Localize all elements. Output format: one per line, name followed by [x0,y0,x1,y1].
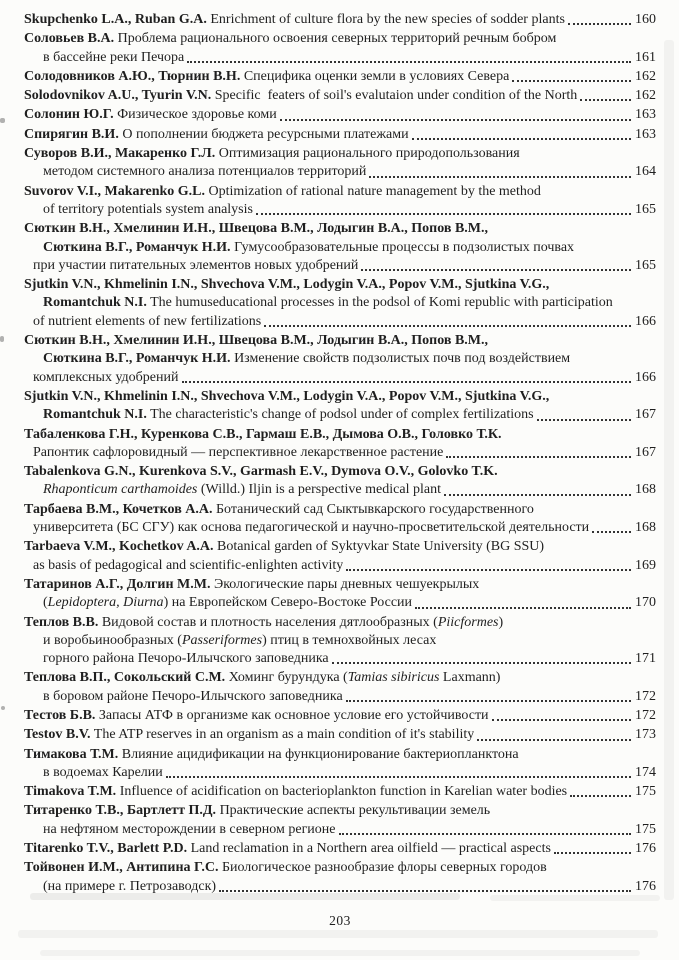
entry-page-number: 165 [635,201,656,217]
entry-page-number: 165 [635,257,656,273]
toc-line [24,426,656,444]
entry-text-continued [43,294,613,312]
entry-title-text: as basis of pedagogical and scientific-enlighten activity [33,557,344,573]
entry-title-text: горного района Печоро-Илычского заповедника [43,651,329,667]
entry-title-text: Видовой состав и плотность населения дятлообразных ( [98,614,438,630]
entry-title-text: Enrichment of culture flora by the new species of sodder plants [206,12,565,27]
entry-page-number: 160 [635,12,656,27]
entry-authors: Testov B.V. [24,727,91,743]
toc-entry [24,707,656,725]
entry-title-text: The characteristic's change of podsol under of complex fertilizations [146,407,534,423]
dot-leader [346,700,631,702]
toc-line [24,126,656,144]
entry-text [24,463,498,481]
entry-text-continued [43,350,570,368]
entry-text [24,669,500,687]
entry-page-number: 167 [635,407,656,423]
dot-leader [477,739,631,741]
entry-text [24,276,549,294]
toc-entry [24,614,656,669]
entry-page-number: 163 [635,107,656,123]
entry-title-text: Land reclamation in a Northern area oilfield — practical aspects [187,841,551,857]
entry-title-text: университета (БС СГУ) как основа педагогической и научно-просветительской деятельности [33,520,590,536]
entry-title-text: Botanical garden of Syktyvkar State University (BG SSU) [213,539,545,555]
toc-line [24,557,656,575]
entry-text [24,840,551,858]
entry-page-number: 171 [635,651,656,667]
entry-title-text: Биологическое разнообразие флоры северных городов [218,860,547,876]
entry-title-text: Рапонтик сафлоровидный — перспективное лекарственное растение [33,444,444,460]
entry-authors: Солонин Ю.Г. [24,107,114,123]
toc-entry [24,426,656,463]
entry-text [24,87,577,105]
entry-text [24,30,556,48]
toc-line [24,49,656,67]
entry-page-number: 166 [635,313,656,329]
toc-line [24,406,656,424]
toc-line [24,726,656,744]
dot-leader [580,99,631,101]
entry-title-latin-name: Piicformes [437,614,499,630]
entry-title-text: Ботанический сад Сыктывкарского государственного [212,501,534,517]
entry-title-text: при участии питательных элементов новых удобрений [33,257,359,273]
entry-authors: Sjutkin V.N., Khmelinin I.N., Shvechova V.M., Lodygin V.A., Popov V.M., Sjutkina V.G., [24,388,550,404]
entry-authors: Соловьев В.А. [24,31,115,47]
scan-artifact [18,930,658,938]
footer-page-number: 203 [329,912,351,928]
entry-title-text: Практические аспекты рекультивации земель [216,803,491,819]
toc-line [24,332,656,350]
entry-authors: Сюткин В.Н., Хмелинин И.Н., Швецова В.М., Лодыгин В.А., Попов В.М., [24,221,489,237]
toc-entry [24,783,656,801]
entry-title-text: Запасы АТФ в организме как основное условие его устойчивости [95,707,489,723]
toc-line [24,501,656,519]
entry-text [24,106,277,124]
toc-list [24,11,656,896]
toc-entry [24,859,656,896]
dot-leader [166,776,631,778]
toc-line [24,650,656,668]
toc-entry [24,220,656,275]
entry-authors: Сюткина В.Г., Романчук Н.И. [43,351,231,367]
toc-line [24,87,656,105]
entry-authors: Сюткин В.Н., Хмелинин И.Н., Швецова В.М., Лодыгин В.А., Попов В.М., [24,333,489,349]
entry-title-text: в бассейне реки Печора [43,49,185,65]
dot-leader [554,852,631,854]
toc-entry [24,332,656,387]
dot-leader [446,456,631,458]
toc-line [24,764,656,782]
entry-authors: Timakova T.M. [24,784,117,800]
entry-text [24,501,534,519]
toc-entry [24,106,656,124]
entry-title-text: Проблема рационального освоения северных территорий речным бобром [114,31,557,47]
entry-page-number: 163 [635,126,656,142]
entry-text-continued [43,201,253,219]
entry-title-text: О пополнении бюджета ресурсными платежами [118,126,409,142]
entry-page-number: 174 [635,764,656,780]
toc-line [24,840,656,858]
dot-leader [568,23,631,25]
dot-leader [592,531,631,533]
entry-authors: Спирягин В.И. [24,126,119,142]
entry-text [24,726,474,744]
toc-line [24,576,656,594]
entry-page-number: 176 [635,841,656,857]
entry-text-continued [43,49,184,67]
entry-title-text: Specific featers of soil's evalutaion under condition of the North [211,88,578,104]
entry-authors: Табаленкова Г.Н., Куренкова С.В., Гармаш Е.В., Дымова О.В., Головко Т.К. [24,426,502,442]
entry-text-continued [33,369,179,387]
entry-text-continued [43,406,534,424]
toc-entry [24,501,656,538]
entry-title-text: комплексных удобрений [33,369,179,385]
toc-entry [24,11,656,29]
page-footer [24,913,656,929]
entry-page-number: 166 [635,369,656,385]
toc-line [24,239,656,257]
toc-entry [24,183,656,220]
dot-leader [182,381,632,383]
toc-entry [24,145,656,182]
toc-line [24,313,656,331]
entry-text [24,68,509,86]
dot-leader [332,662,631,664]
entry-title-text: в водоемах Карелии [43,764,163,780]
dot-leader [219,890,631,892]
entry-text-continued [43,650,329,668]
toc-entry [24,68,656,86]
entry-text [24,183,541,201]
toc-line [24,859,656,877]
toc-line [24,614,656,632]
entry-text [24,576,479,594]
toc-line [24,481,656,499]
entry-text [24,783,567,801]
entry-page-number: 168 [635,482,656,498]
entry-title-text: Специфика оценки земли в условиях Севера [240,68,510,84]
entry-authors: Суворов В.И., Макаренко Г.Л. [24,146,216,162]
entry-authors: Татаринов А.Г., Долгин М.М. [24,576,211,592]
entry-page-number: 172 [635,707,656,723]
entry-authors: Suvorov V.I., Makarenko G.L. [24,183,206,199]
toc-line [24,369,656,387]
entry-title-text: в боровом районе Печоро-Илычского заповедника [43,688,343,704]
entry-page-number: 173 [635,727,656,743]
entry-page-number: 162 [635,88,656,104]
dot-leader [570,795,631,797]
entry-text [24,126,409,144]
entry-authors: Титаренко Т.В., Бартлетт П.Д. [24,803,217,819]
toc-line [24,257,656,275]
toc-line [24,220,656,238]
toc-entry [24,669,656,706]
entry-page-number: 175 [635,784,656,800]
toc-entry [24,388,656,425]
entry-text [24,332,488,350]
entry-title-text: ) на Европейском Северо-Востоке России [163,595,413,611]
entry-authors: Tabalenkova G.N., Kurenkova S.V., Garmash E.V., Dymova O.V., Golovko T.K. [24,464,498,480]
entry-title-latin-name: Tamias sibiricus [347,670,440,686]
entry-authors: Тестов Б.В. [24,707,96,723]
entry-title-text: (на примере г. Петрозаводск) [43,878,217,894]
toc-line [24,519,656,537]
entry-text-continued [33,557,343,575]
toc-entry [24,87,656,105]
toc-line [24,538,656,556]
dot-leader [412,138,631,140]
entry-text-continued [43,594,412,612]
entry-title-text: of nutrient elements of new fertilizations [33,313,262,329]
entry-title-latin-name: Rhaponticum carthamoides [43,482,198,498]
entry-title-text: ) [498,614,504,630]
entry-authors: Solodovnikov A.U., Tyurin V.N. [24,88,212,104]
dot-leader [346,569,631,571]
entry-authors: Romantchuk N.I. [43,407,147,423]
entry-title-text: Laxmann) [439,670,501,686]
entry-text [24,707,489,725]
entry-title-latin-name: Lepidoptera, Diurna [47,595,164,611]
entry-title-latin-name: Passeriformes [181,632,263,648]
toc-entry [24,538,656,575]
entry-authors: Tarbaeva V.M., Kochetkov A.A. [24,539,214,555]
entry-text-continued [43,821,336,839]
toc-line [24,669,656,687]
toc-line [24,444,656,462]
toc-entry [24,576,656,613]
entry-text-continued [43,764,163,782]
entry-authors: Тойвонен И.М., Антипина Г.С. [24,860,219,876]
entry-title-text: Оптимизация рационального природопользования [215,146,520,162]
toc-entry [24,726,656,744]
entry-authors: Сюткина В.Г., Романчук Н.И. [43,239,231,255]
toc-line [24,463,656,481]
entry-text [24,802,490,820]
toc-entry [24,30,656,67]
entry-title-text: ( [43,595,48,611]
entry-title-text: ) птиц в темнохвойных лесах [262,632,437,648]
dot-leader [415,607,631,609]
entry-text-continued [43,688,343,706]
toc-line [24,388,656,406]
entry-text [24,388,549,406]
toc-line [24,106,656,124]
toc-line [24,30,656,48]
dot-leader [339,833,631,835]
toc-line [24,11,656,29]
toc-entry [24,276,656,331]
toc-line [24,163,656,181]
entry-authors: Sjutkin V.N., Khmelinin I.N., Shvechova V.M., Lodygin V.A., Popov V.M., Sjutkina V.G., [24,277,550,293]
entry-text-continued [43,163,366,181]
entry-page-number: 168 [635,520,656,536]
entry-text [24,11,565,29]
entry-text-continued [33,444,443,462]
entry-title-text: Influence of acidification on bacterioplankton function in Karelian water bodies [116,784,568,800]
toc-line [24,707,656,725]
entry-title-text: The humuseducational processes in the podsol of Komi republic with participation [146,295,613,311]
entry-page-number: 176 [635,878,656,894]
entry-authors: Теплова В.П., Сокольский С.М. [24,670,226,686]
dot-leader [361,269,631,271]
entry-title-text: Изменение свойств подзолистых почв под воздействием [230,351,571,367]
dot-leader [369,176,631,178]
entry-title-text: методом системного анализа потенциалов территорий [43,164,367,180]
toc-line [24,68,656,86]
toc-line [24,802,656,820]
entry-text [24,145,520,163]
entry-title-text: на нефтяном месторождении в северном регионе [43,821,336,837]
entry-page-number: 170 [635,595,656,611]
toc-line [24,276,656,294]
entry-text-continued [43,481,441,499]
toc-entry [24,126,656,144]
toc-line [24,821,656,839]
dot-leader [187,61,631,63]
entry-text [24,220,488,238]
entry-title-text: Физическое здоровье коми [113,107,277,123]
entry-page-number: 169 [635,557,656,573]
entry-text [24,538,544,556]
entry-authors: Skupchenko L.A., Ruban G.A. [24,12,207,27]
entry-title-text: Гумусообразовательные процессы в подзолистых почвах [230,239,575,255]
entry-title-text: Влияние ацидификации на функционирование бактериопланктона [118,746,519,762]
entry-page-number: 167 [635,444,656,460]
entry-page-number: 162 [635,68,656,84]
dot-leader [256,213,631,215]
toc-line [24,594,656,612]
entry-text-continued [43,878,216,896]
toc-line [24,688,656,706]
entry-authors: Тарбаева В.М., Кочетков А.А. [24,501,213,517]
entry-text [24,614,503,632]
entry-title-text: of territory potentials system analysis [43,201,253,217]
entry-text-continued [33,313,261,331]
entry-authors: Тимакова Т.М. [24,746,119,762]
toc-line [24,632,656,650]
toc-line [24,783,656,801]
dot-leader [492,719,631,721]
entry-authors: Теплов В.В. [24,614,99,630]
entry-title-text: (Willd.) Iljin is a perspective medical plant [197,482,441,498]
toc-entry [24,802,656,839]
entry-page-number: 161 [635,49,656,65]
toc-entry [24,840,656,858]
toc-line [24,145,656,163]
entry-text-continued [33,257,358,275]
toc-entry [24,746,656,783]
entry-authors: Солодовников А.Ю., Тюрнин В.Н. [24,68,241,84]
entry-page-number: 164 [635,164,656,180]
dot-leader [280,119,631,121]
entry-text [24,746,519,764]
entry-title-text: Экологические пары дневных чешуекрылых [210,576,480,592]
toc-line [24,746,656,764]
dot-leader [512,80,631,82]
toc-line [24,878,656,896]
entry-authors: Titarenko T.V., Barlett P.D. [24,841,188,857]
dot-leader [537,419,631,421]
entry-authors: Romantchuk N.I. [43,295,147,311]
entry-title-text: Хоминг бурундука ( [225,670,348,686]
entry-text-continued [43,632,436,650]
toc-entry [24,463,656,500]
dot-leader [264,325,631,327]
scan-artifact [40,950,640,956]
entry-text [24,859,547,877]
dot-leader [444,494,631,496]
entry-text-continued [33,519,589,537]
toc-line [24,201,656,219]
entry-page-number: 175 [635,821,656,837]
entry-title-text: Optimization of rational nature management by the method [205,183,541,199]
entry-text-continued [43,239,574,257]
toc-line [24,350,656,368]
entry-text [24,426,502,444]
toc-line [24,183,656,201]
entry-title-text: и воробьинообразных ( [43,632,182,648]
entry-page-number: 172 [635,688,656,704]
toc-line [24,294,656,312]
entry-title-text: The ATP reserves in an organism as a main condition of it's stability [90,727,475,743]
